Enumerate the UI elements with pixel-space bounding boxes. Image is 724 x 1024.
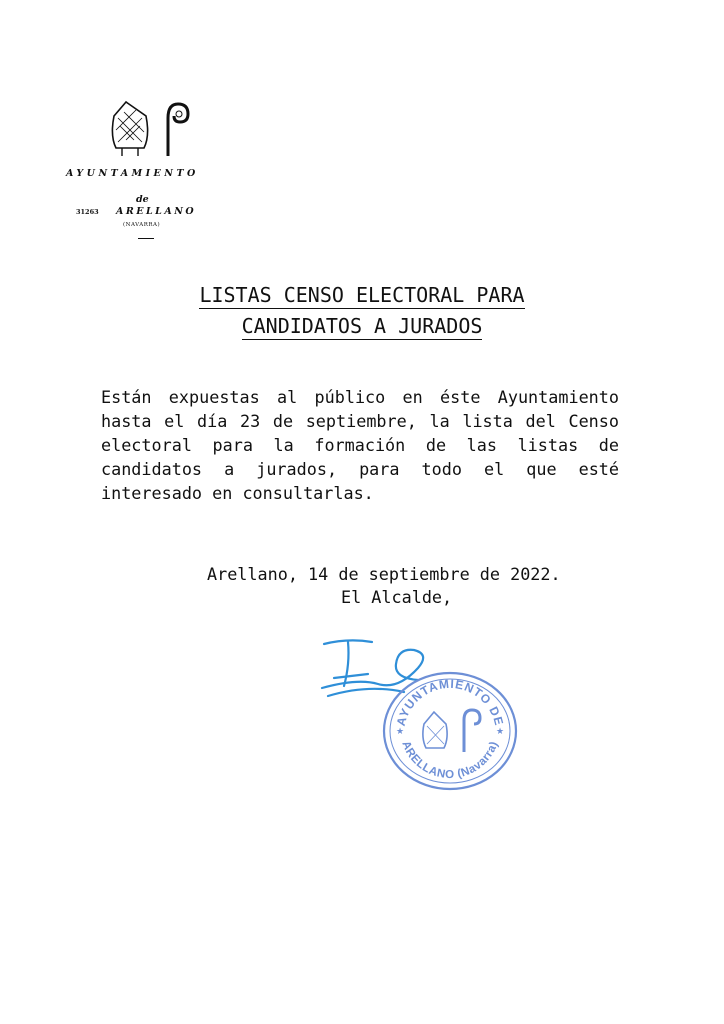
letterhead-town: ARELLANO bbox=[116, 206, 197, 217]
stamp-emblem-icon bbox=[423, 710, 480, 752]
notice-title-line-2: CANDIDATOS A JURADOS bbox=[241, 314, 483, 338]
letterhead-title: AYUNTAMIENTO bbox=[66, 168, 199, 179]
svg-text:★: ★ bbox=[396, 726, 405, 736]
notice-body: Están expuestas al público en éste Ayuntamiento hasta el día 23 de septiembre, la lista del Censo electoral para la formación de las listas de candidatos a jurados, para todo el que esté interesado en consultarlas. bbox=[101, 387, 619, 503]
official-stamp bbox=[378, 668, 522, 794]
letterhead-de: de bbox=[136, 194, 149, 205]
stamp-bottom-text: ARELLANO (Navarra) bbox=[399, 739, 501, 782]
letterhead-postal-code: 31263 bbox=[76, 208, 99, 216]
stamp-top-text: AYUNTAMIENTO DE bbox=[393, 676, 507, 728]
letterhead-divider bbox=[138, 238, 154, 239]
letterhead-region: (NAVARRA) bbox=[123, 222, 161, 228]
svg-text:★: ★ bbox=[496, 726, 505, 736]
coat-of-arms-icon bbox=[104, 96, 200, 160]
signer-title: El Alcalde, bbox=[341, 587, 453, 607]
notice-title-line-1: LISTAS CENSO ELECTORAL PARA bbox=[199, 283, 525, 307]
place-and-date: Arellano, 14 de septiembre de 2022. bbox=[207, 564, 561, 584]
